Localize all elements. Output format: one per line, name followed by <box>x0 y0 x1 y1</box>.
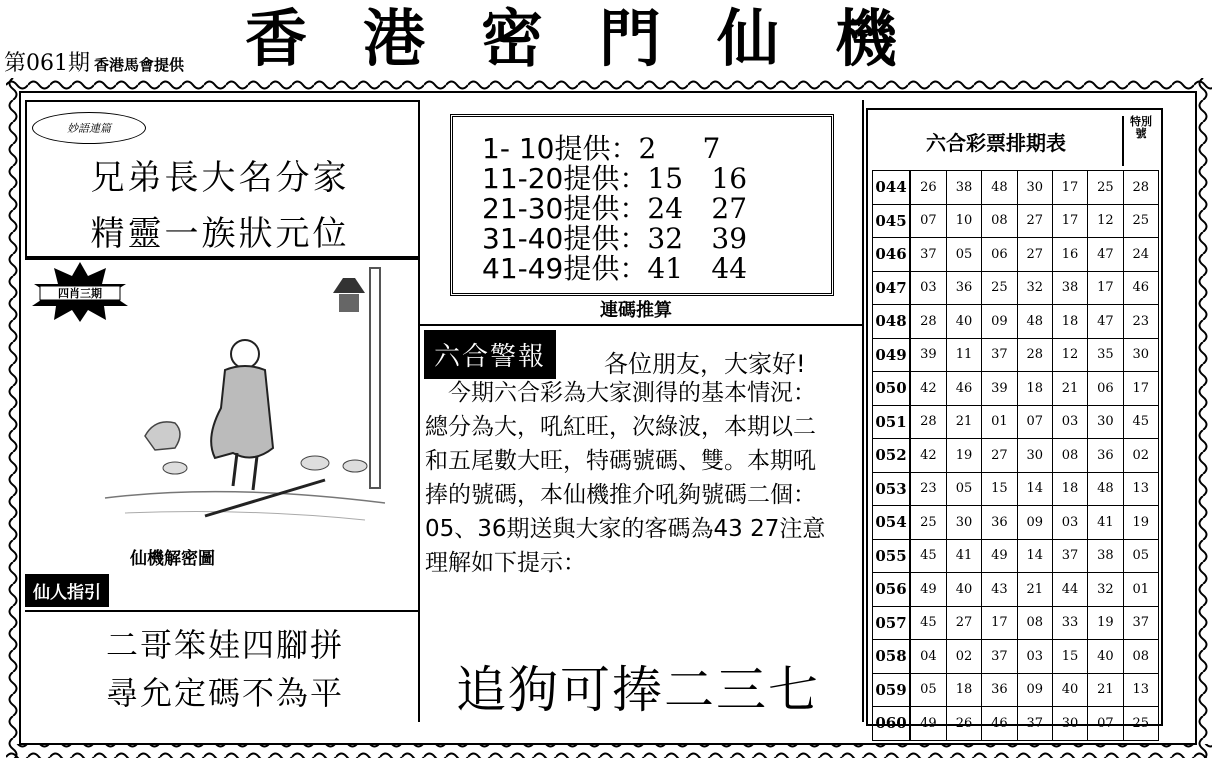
period-number: 060 <box>873 707 911 741</box>
draw-number: 09 <box>982 305 1017 339</box>
guide-divider <box>25 610 418 612</box>
draw-number: 08 <box>1052 439 1087 473</box>
draw-number: 25 <box>982 271 1017 305</box>
draw-number: 15 <box>982 472 1017 506</box>
draw-number: 32 <box>1017 271 1052 305</box>
draw-number: 14 <box>1017 472 1052 506</box>
draw-number: 49 <box>982 539 1017 573</box>
draw-number: 07 <box>1088 707 1123 741</box>
draw-number: 07 <box>1017 405 1052 439</box>
draw-number: 45 <box>1123 405 1158 439</box>
period-number: 050 <box>873 372 911 406</box>
draw-number: 12 <box>1052 338 1087 372</box>
table-row <box>873 640 1159 674</box>
draw-number: 44 <box>1052 573 1087 607</box>
table-row <box>873 472 1159 506</box>
alert-label: 六合警報 <box>424 330 556 379</box>
table-row <box>873 439 1159 473</box>
draw-number: 38 <box>1088 539 1123 573</box>
draw-number: 25 <box>1088 171 1123 205</box>
right-divider <box>862 100 864 722</box>
draw-number: 09 <box>1017 506 1052 540</box>
number-a: 32 <box>647 222 684 255</box>
issue-header <box>4 46 184 77</box>
draw-number: 17 <box>1052 171 1087 205</box>
draw-number: 47 <box>1088 305 1123 339</box>
period-number: 058 <box>873 640 911 674</box>
draw-number: 40 <box>946 305 981 339</box>
draw-number: 26 <box>910 171 946 205</box>
draw-number: 28 <box>1123 171 1158 205</box>
number-row: 41-49提供：41 44 <box>482 254 775 284</box>
number-box-caption: 連碼推算 <box>600 300 672 321</box>
draw-number: 01 <box>1123 573 1158 607</box>
issue-number: 第061期 <box>4 51 90 76</box>
draw-number: 30 <box>1017 439 1052 473</box>
draw-number: 36 <box>982 506 1017 540</box>
number-row: 1- 10提供：2 7 <box>482 134 766 164</box>
number-a: 24 <box>647 192 684 225</box>
draw-number: 05 <box>910 673 946 707</box>
number-row: 21-30提供：24 27 <box>482 194 775 224</box>
draw-number: 07 <box>910 204 946 238</box>
guide-line-1: 二哥笨娃四腳拼 <box>105 626 344 664</box>
draw-number: 18 <box>1017 372 1052 406</box>
draw-number: 41 <box>946 539 981 573</box>
table-title: 六合彩票排期表 <box>870 116 1124 166</box>
period-number: 046 <box>873 238 911 272</box>
draw-number: 28 <box>910 405 946 439</box>
guide-line-2: 尋允定碼不為平 <box>105 674 344 712</box>
draw-number: 21 <box>1017 573 1052 607</box>
draw-number: 15 <box>1052 640 1087 674</box>
draw-number: 19 <box>946 439 981 473</box>
number-b: 27 <box>711 192 748 225</box>
draw-number: 46 <box>982 707 1017 741</box>
draw-number: 17 <box>982 606 1017 640</box>
range-label: 21-30提供 <box>482 192 620 225</box>
draw-number: 18 <box>946 673 981 707</box>
table-row <box>873 238 1159 272</box>
period-number: 056 <box>873 573 911 607</box>
draw-number: 39 <box>982 372 1017 406</box>
draw-number: 43 <box>982 573 1017 607</box>
table-row <box>873 539 1159 573</box>
guide-label: 仙人指引 <box>25 574 109 607</box>
draw-number: 17 <box>1123 372 1158 406</box>
number-a: 15 <box>647 162 684 195</box>
draw-number: 27 <box>946 606 981 640</box>
draw-number: 30 <box>1052 707 1087 741</box>
special-number-label: 特別號 <box>1130 115 1152 140</box>
range-label: 41-49提供 <box>482 252 620 285</box>
draw-number: 27 <box>1017 238 1052 272</box>
draw-number: 39 <box>910 338 946 372</box>
table-row <box>873 606 1159 640</box>
draw-number: 19 <box>1123 506 1158 540</box>
table-row <box>873 338 1159 372</box>
draw-number: 08 <box>1017 606 1052 640</box>
table-row <box>873 305 1159 339</box>
draw-number: 17 <box>1088 271 1123 305</box>
draw-number: 23 <box>910 472 946 506</box>
draw-number: 30 <box>1088 405 1123 439</box>
draw-number: 45 <box>910 539 946 573</box>
draw-number: 18 <box>1052 472 1087 506</box>
draw-number: 47 <box>1088 238 1123 272</box>
draw-number: 41 <box>1088 506 1123 540</box>
draw-number: 05 <box>946 472 981 506</box>
draw-results-table <box>872 170 1159 741</box>
draw-number: 26 <box>946 707 981 741</box>
draw-number: 08 <box>982 204 1017 238</box>
draw-number: 30 <box>1123 338 1158 372</box>
draw-number: 46 <box>946 372 981 406</box>
draw-number: 06 <box>1088 372 1123 406</box>
table-row <box>873 171 1159 205</box>
draw-number: 06 <box>982 238 1017 272</box>
draw-number: 30 <box>1017 171 1052 205</box>
period-number: 051 <box>873 405 911 439</box>
period-number: 052 <box>873 439 911 473</box>
period-number: 047 <box>873 271 911 305</box>
draw-number: 03 <box>1052 405 1087 439</box>
left-divider <box>418 100 420 722</box>
draw-number: 18 <box>1052 305 1087 339</box>
draw-number: 37 <box>1123 606 1158 640</box>
draw-number: 38 <box>1052 271 1087 305</box>
draw-number: 37 <box>1052 539 1087 573</box>
draw-number: 27 <box>1017 204 1052 238</box>
table-row <box>873 673 1159 707</box>
draw-number: 12 <box>1088 204 1123 238</box>
draw-number: 25 <box>1123 707 1158 741</box>
draw-number: 13 <box>1123 472 1158 506</box>
draw-number: 21 <box>946 405 981 439</box>
draw-number: 36 <box>946 271 981 305</box>
draw-number: 40 <box>1088 640 1123 674</box>
center-divider <box>420 324 862 326</box>
draw-number: 14 <box>1017 539 1052 573</box>
range-label: 31-40提供 <box>482 222 620 255</box>
draw-number: 48 <box>1017 305 1052 339</box>
draw-number: 03 <box>910 271 946 305</box>
draw-number: 48 <box>982 171 1017 205</box>
draw-number: 37 <box>982 338 1017 372</box>
table-row <box>873 573 1159 607</box>
draw-number: 28 <box>910 305 946 339</box>
range-label: 11-20提供 <box>482 162 620 195</box>
draw-number: 37 <box>982 640 1017 674</box>
draw-number: 42 <box>910 439 946 473</box>
draw-number: 10 <box>946 204 981 238</box>
draw-number: 46 <box>1123 271 1158 305</box>
oval-label: 妙語連篇 <box>32 112 146 144</box>
draw-number: 23 <box>1123 305 1158 339</box>
draw-number: 28 <box>1017 338 1052 372</box>
draw-number: 13 <box>1123 673 1158 707</box>
draw-number: 40 <box>946 573 981 607</box>
draw-number: 02 <box>946 640 981 674</box>
draw-number: 40 <box>1052 673 1087 707</box>
draw-number: 19 <box>1088 606 1123 640</box>
draw-number: 03 <box>1017 640 1052 674</box>
draw-number: 01 <box>982 405 1017 439</box>
period-number: 045 <box>873 204 911 238</box>
number-a: 2 <box>638 132 657 165</box>
draw-number: 36 <box>1088 439 1123 473</box>
draw-number: 27 <box>982 439 1017 473</box>
number-b: 16 <box>711 162 748 195</box>
draw-number: 25 <box>910 506 946 540</box>
draw-number: 04 <box>910 640 946 674</box>
draw-number: 08 <box>1123 640 1158 674</box>
period-number: 055 <box>873 539 911 573</box>
number-b: 7 <box>702 132 721 165</box>
draw-number: 02 <box>1123 439 1158 473</box>
table-row <box>873 204 1159 238</box>
provider-text: 香港馬會提供 <box>94 56 185 74</box>
period-number: 054 <box>873 506 911 540</box>
period-number: 044 <box>873 171 911 205</box>
draw-number: 11 <box>946 338 981 372</box>
period-number: 048 <box>873 305 911 339</box>
draw-number: 30 <box>946 506 981 540</box>
draw-number: 25 <box>1123 204 1158 238</box>
draw-number: 35 <box>1088 338 1123 372</box>
number-row: 31-40提供：32 39 <box>482 224 775 254</box>
draw-number: 09 <box>1017 673 1052 707</box>
period-number: 053 <box>873 472 911 506</box>
draw-number: 37 <box>1017 707 1052 741</box>
draw-number: 21 <box>1052 372 1087 406</box>
number-a: 41 <box>647 252 684 285</box>
period-number: 049 <box>873 338 911 372</box>
table-row <box>873 506 1159 540</box>
draw-number: 49 <box>910 707 946 741</box>
draw-number: 24 <box>1123 238 1158 272</box>
number-b: 44 <box>711 252 748 285</box>
picture-caption: 仙機解密圖 <box>130 549 215 569</box>
draw-number: 32 <box>1088 573 1123 607</box>
table-row <box>873 372 1159 406</box>
draw-number: 36 <box>982 673 1017 707</box>
draw-number: 03 <box>1052 506 1087 540</box>
hint-text: 追狗可捧二三七 <box>456 661 820 719</box>
draw-number: 38 <box>946 171 981 205</box>
draw-number: 21 <box>1088 673 1123 707</box>
table-row <box>873 707 1159 741</box>
table-row <box>873 271 1159 305</box>
poem-line-2: 精靈一族狀元位 <box>90 214 350 254</box>
greeting-text: 各位朋友，大家好! <box>604 350 806 378</box>
draw-number: 37 <box>910 238 946 272</box>
draw-number: 16 <box>1052 238 1087 272</box>
draw-number: 49 <box>910 573 946 607</box>
page-title: 香港密門仙機 <box>245 2 954 75</box>
draw-number: 17 <box>1052 204 1087 238</box>
draw-number: 42 <box>910 372 946 406</box>
table-row <box>873 405 1159 439</box>
badge-starburst <box>30 262 130 322</box>
period-number: 057 <box>873 606 911 640</box>
draw-number: 45 <box>910 606 946 640</box>
article-text: 今期六合彩為大家測得的基本情況：總分為大，吼紅旺，次綠波，本期以二和五尾數大旺，特碼號碼、雙。本期吼捧的號碼，本仙機推介吼夠號碼二個：05、36期送與大家的客碼為43 27注意理解如下提示： <box>425 380 826 576</box>
range-label: 1- 10提供 <box>482 132 611 165</box>
number-row: 11-20提供：15 16 <box>482 164 775 194</box>
badge-text: 四肖三期 <box>58 287 102 300</box>
period-number: 059 <box>873 673 911 707</box>
number-b: 39 <box>711 222 748 255</box>
poem-line-1: 兄弟長大名分家 <box>90 158 350 198</box>
draw-number: 48 <box>1088 472 1123 506</box>
draw-number: 33 <box>1052 606 1087 640</box>
draw-number: 05 <box>1123 539 1158 573</box>
draw-number: 05 <box>946 238 981 272</box>
